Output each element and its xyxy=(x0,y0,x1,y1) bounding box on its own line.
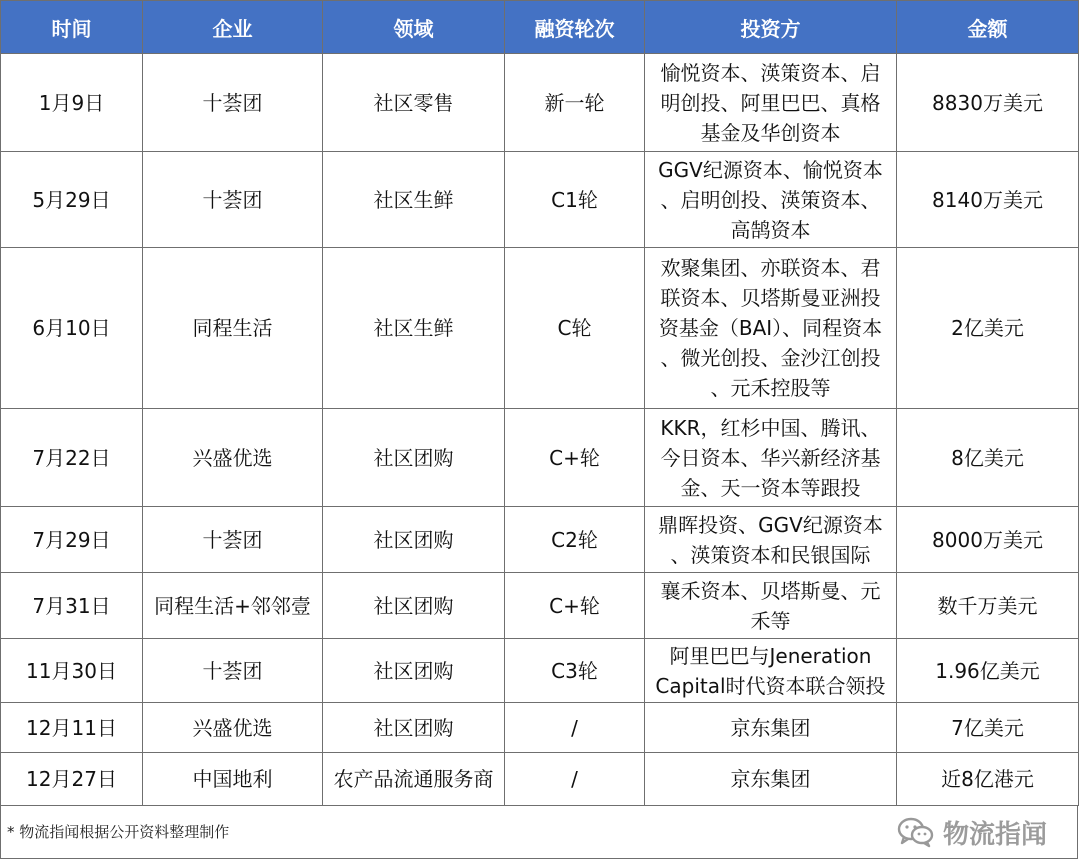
table-row xyxy=(1,248,1079,409)
cell-amount: 2亿美元 xyxy=(897,248,1079,409)
cell-amount: 近8亿港元 xyxy=(897,753,1079,806)
cell-round: C3轮 xyxy=(505,639,645,703)
cell-field: 社区团购 xyxy=(323,639,505,703)
cell-field: 社区团购 xyxy=(323,703,505,753)
header-field: 领域 xyxy=(323,1,505,54)
investor-line: GGV纪源资本、愉悦资本 xyxy=(658,157,883,182)
investor-line: 欢聚集团、亦联资本、君 xyxy=(660,256,881,280)
watermark-text: 物流指闻 xyxy=(942,819,1047,850)
table-row xyxy=(1,409,1079,507)
cell-amount: 7亿美元 xyxy=(897,703,1079,753)
cell-investors xyxy=(645,248,897,409)
header-amount: 金额 xyxy=(897,1,1079,54)
cell-field: 社区生鲜 xyxy=(323,248,505,409)
cell-round: 新一轮 xyxy=(505,54,645,152)
cell-date: 7月22日 xyxy=(1,409,143,507)
header-row xyxy=(1,1,1079,54)
investor-line: KKR，红杉中国、腾讯、 xyxy=(660,415,881,440)
cell-date: 12月27日 xyxy=(1,753,143,806)
cell-round: C1轮 xyxy=(505,152,645,248)
investor-line: 襄禾资本、贝塔斯曼、元 xyxy=(660,578,881,603)
footnote: * 物流指闻根据公开资料整理制作 xyxy=(7,823,230,841)
cell-date: 1月9日 xyxy=(1,54,143,152)
cell-field: 农产品流通服务商 xyxy=(323,753,505,806)
cell-date: 7月31日 xyxy=(1,573,143,639)
header-investors: 投资方 xyxy=(645,1,897,54)
cell-company: 十荟团 xyxy=(143,507,323,573)
cell-investors xyxy=(645,639,897,703)
cell-date: 12月11日 xyxy=(1,703,143,753)
investor-line: 联资本、贝塔斯曼亚洲投 xyxy=(660,286,881,310)
cell-company: 同程生活+邻邻壹 xyxy=(143,573,323,639)
header-date: 时间 xyxy=(1,1,143,54)
header-company: 企业 xyxy=(143,1,323,54)
table-row xyxy=(1,573,1079,639)
watermark xyxy=(897,805,1047,859)
cell-company: 兴盛优选 xyxy=(143,703,323,753)
investor-line: 、渶策资本和民银国际 xyxy=(670,542,871,567)
investor-line: 、微光创投、金沙江创投 xyxy=(660,346,881,370)
cell-investors xyxy=(645,409,897,507)
cell-amount: 数千万美元 xyxy=(897,573,1079,639)
cell-field: 社区团购 xyxy=(323,573,505,639)
cell-date: 7月29日 xyxy=(1,507,143,573)
investor-line: 京东集团 xyxy=(730,715,811,740)
table-row xyxy=(1,703,1079,753)
cell-company: 同程生活 xyxy=(143,248,323,409)
cell-investors xyxy=(645,507,897,573)
cell-company: 十荟团 xyxy=(143,152,323,248)
cell-round: C+轮 xyxy=(505,573,645,639)
table-row xyxy=(1,753,1079,806)
investor-line: 高鹄资本 xyxy=(730,217,811,242)
cell-date: 5月29日 xyxy=(1,152,143,248)
cell-investors xyxy=(645,54,897,152)
table-row xyxy=(1,639,1079,703)
table-row xyxy=(1,507,1079,573)
table-row xyxy=(1,152,1079,248)
cell-round: C+轮 xyxy=(505,409,645,507)
cell-round: / xyxy=(505,703,645,753)
cell-date: 11月30日 xyxy=(1,639,143,703)
investor-line: 阿里巴巴与Jeneration xyxy=(669,643,872,668)
cell-round: C轮 xyxy=(505,248,645,409)
cell-field: 社区零售 xyxy=(323,54,505,152)
cell-company: 十荟团 xyxy=(143,54,323,152)
cell-company: 兴盛优选 xyxy=(143,409,323,507)
cell-field: 社区生鲜 xyxy=(323,152,505,248)
investor-line: 资基金（BAI）、同程资本 xyxy=(658,316,883,340)
cell-amount: 8000万美元 xyxy=(897,507,1079,573)
cell-amount: 8140万美元 xyxy=(897,152,1079,248)
investor-line: 金、天一资本等跟投 xyxy=(680,475,861,500)
investor-line: 愉悦资本、渶策资本、启 xyxy=(660,60,881,85)
header-round: 融资轮次 xyxy=(505,1,645,54)
cell-date: 6月10日 xyxy=(1,248,143,409)
cell-amount: 8830万美元 xyxy=(897,54,1079,152)
investor-line: 明创投、阿里巴巴、真格 xyxy=(660,90,881,115)
cell-amount: 8亿美元 xyxy=(897,409,1079,507)
investor-line: 鼎晖投资、GGV纪源资本 xyxy=(658,512,883,537)
cell-company: 中国地利 xyxy=(143,753,323,806)
cell-investors xyxy=(645,753,897,806)
cell-investors xyxy=(645,573,897,639)
investor-line: 、启明创投、渶策资本、 xyxy=(660,187,881,212)
investor-line: Capital时代资本联合领投 xyxy=(655,673,886,698)
cell-round: C2轮 xyxy=(505,507,645,573)
investor-line: 基金及华创资本 xyxy=(700,120,841,145)
table-footer xyxy=(0,805,1078,859)
table-row xyxy=(1,54,1079,152)
cell-investors xyxy=(645,152,897,248)
cell-amount: 1.96亿美元 xyxy=(897,639,1079,703)
investor-line: 今日资本、华兴新经济基 xyxy=(660,445,881,470)
cell-company: 十荟团 xyxy=(143,639,323,703)
investor-line: 禾等 xyxy=(750,608,791,633)
cell-field: 社区团购 xyxy=(323,507,505,573)
cell-round: / xyxy=(505,753,645,806)
cell-field: 社区团购 xyxy=(323,409,505,507)
investor-line: 京东集团 xyxy=(730,767,811,791)
wechat-icon xyxy=(897,816,935,848)
investor-line: 、元禾控股等 xyxy=(710,376,831,400)
cell-investors xyxy=(645,703,897,753)
